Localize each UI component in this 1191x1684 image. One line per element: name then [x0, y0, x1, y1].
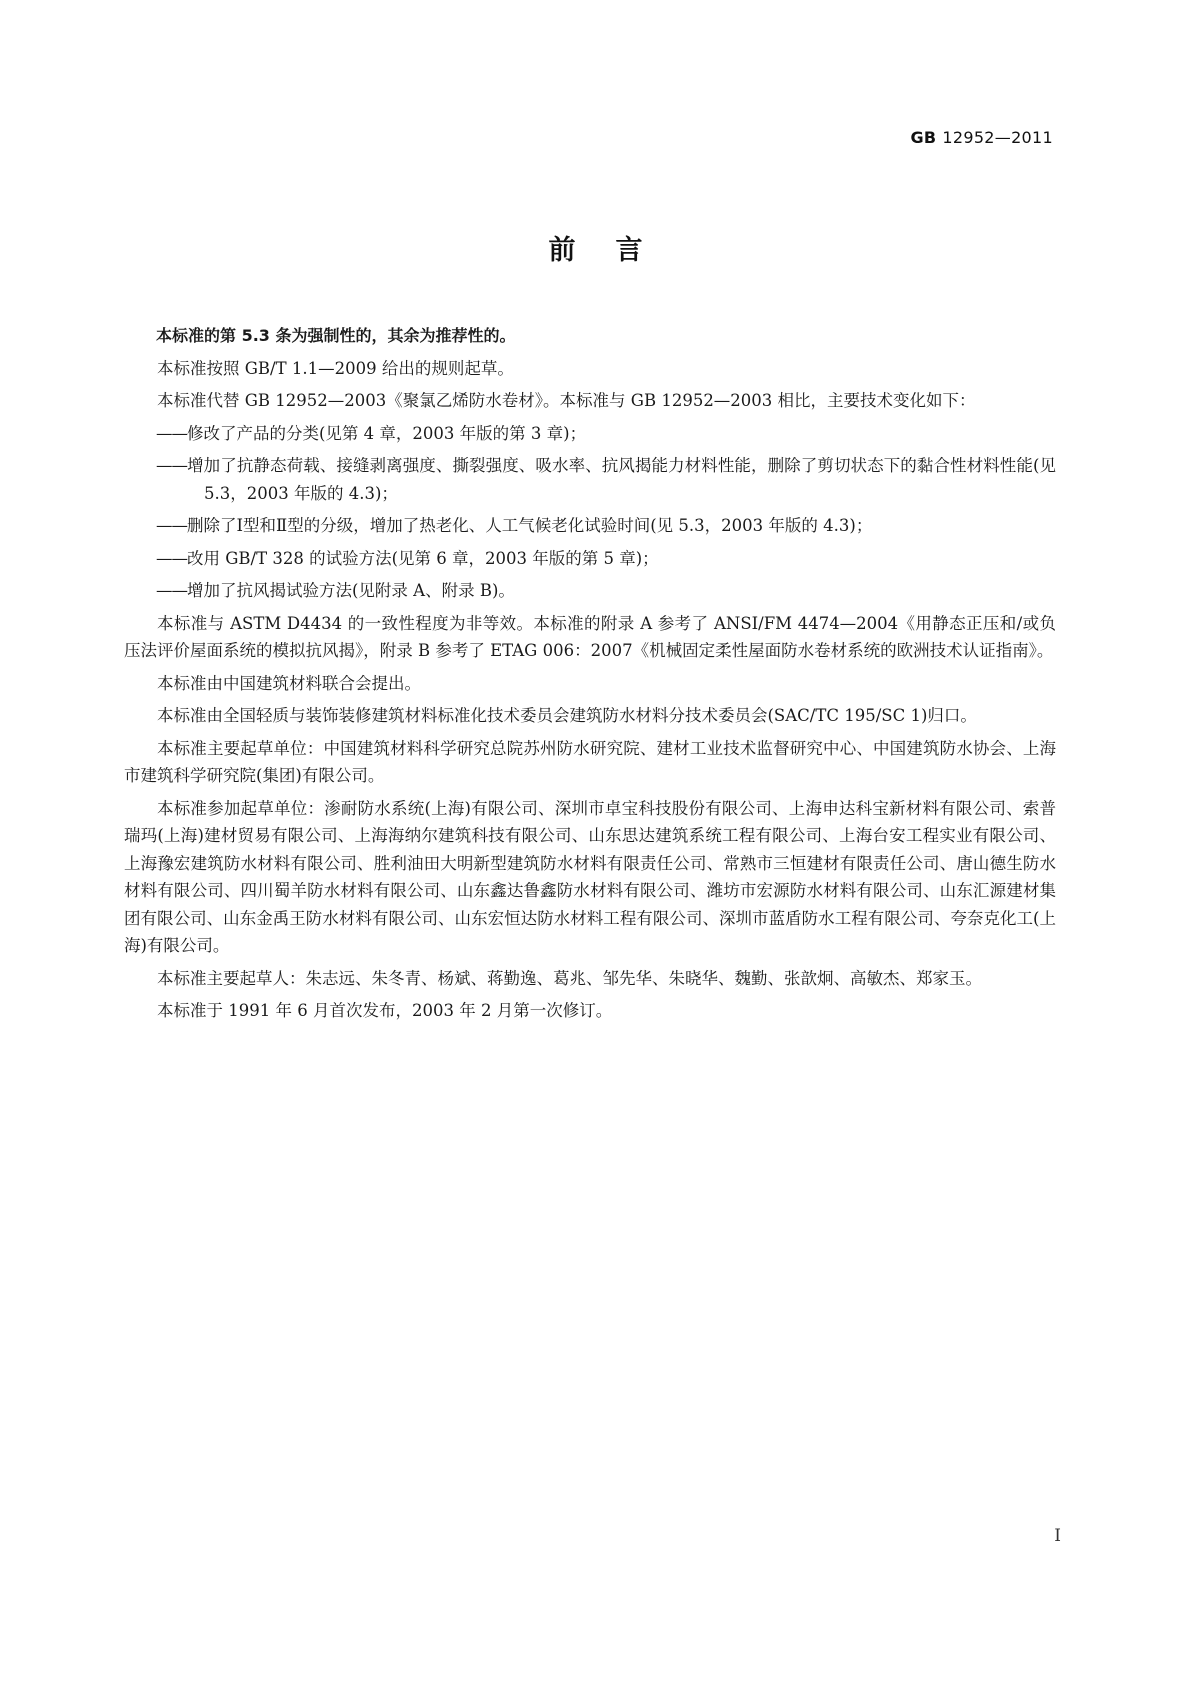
change-item: ——增加了抗静态荷载、接缝剥离强度、撕裂强度、吸水率、抗风揭能力材料性能，删除了剪切状态下的黏合性材料性能(见 5.3，2003 年版的 4.3)；	[156, 456, 1056, 503]
participating-units-paragraph: 本标准参加起草单位：渗耐防水系统(上海)有限公司、深圳市卓宝科技股份有限公司、上海申达科宝新材料有限公司、索普瑞玛(上海)建材贸易有限公司、上海海纳尔建筑科技有限公司、山东思达建筑系统工程有限公司、上海台安工程实业有限公司、上海豫宏建筑防水材料有限公司、胜利油田大明新型建筑防水材料有限责任公司、常熟市三恒建材有限责任公司、唐山德生防水材料有限公司、四川蜀羊防水材料有限公司、山东鑫达鲁鑫防水材料有限公司、潍坊市宏源防水材料有限公司、山东汇源建材集团有限公司、山东金禹王防水材料有限公司、山东宏恒达防水材料工程有限公司、深圳市蓝盾防水工程有限公司、夸奈克化工(上海)有限公司。	[124, 798, 1056, 955]
foreword-body	[124, 322, 1056, 1030]
history-paragraph: 本标准于 1991 年 6 月首次发布，2003 年 2 月第一次修订。	[157, 1001, 613, 1020]
dash-marker: ——	[156, 423, 187, 443]
dash-marker: ——	[156, 581, 187, 600]
document-code	[910, 128, 1053, 147]
document-code-prefix: GB	[910, 128, 937, 147]
dash-marker: ——	[156, 456, 187, 475]
main-drafters-paragraph: 本标准主要起草人：朱志远、朱冬青、杨斌、蒋勤逸、葛兆、邹先华、朱晓华、魏勤、张歆炯、高敏杰、郑家玉。	[157, 968, 982, 988]
dash-marker: ——	[156, 516, 187, 535]
page-number: I	[1054, 1526, 1061, 1546]
centralized-by-paragraph: 本标准由全国轻质与装饰装修建筑材料标准化技术委员会建筑防水材料分技术委员会(SAC/TC 195/SC 1)归口。	[157, 706, 977, 725]
change-item: ——修改了产品的分类(见第 4 章，2003 年版的第 3 章)；	[156, 423, 587, 443]
drafting-rules-paragraph: 本标准按照 GB/T 1.1—2009 给出的规则起草。	[157, 358, 514, 378]
mandatory-clause-statement: 本标准的第 5.3 条为强制性的，其余为推荐性的。	[156, 326, 516, 345]
replacement-paragraph: 本标准代替 GB 12952—2003《聚氯乙烯防水卷材》。本标准与 GB 12952—2003 相比，主要技术变化如下：	[157, 391, 976, 410]
dash-marker: ——	[156, 548, 187, 568]
consistency-paragraph: 本标准与 ASTM D4434 的一致性程度为非等效。本标准的附录 A 参考了 ANSI/FM 4474—2004《用静态正压和/或负压法评价屋面系统的模拟抗风揭》，附录 B 参考了 ETAG 006：2007《机械固定柔性屋面防水卷材系统的欧洲技术认证指南》。	[124, 613, 1056, 660]
proposer-paragraph: 本标准由中国建筑材料联合会提出。	[157, 673, 421, 693]
document-code-number: 12952—2011	[942, 128, 1053, 147]
change-item: ——改用 GB/T 328 的试验方法(见第 6 章，2003 年版的第 5 章)；	[156, 548, 659, 568]
change-item: ——增加了抗风揭试验方法(见附录 A、附录 B)。	[156, 581, 515, 600]
page-title: 前言	[548, 235, 683, 266]
change-item: ——删除了Ⅰ型和Ⅱ型的分级，增加了热老化、人工气候老化试验时间(见 5.3，2003 年版的 4.3)；	[156, 516, 873, 535]
main-drafting-units-paragraph: 本标准主要起草单位：中国建筑材料科学研究总院苏州防水研究院、建材工业技术监督研究中心、中国建筑防水协会、上海市建筑科学研究院(集团)有限公司。	[124, 738, 1056, 785]
